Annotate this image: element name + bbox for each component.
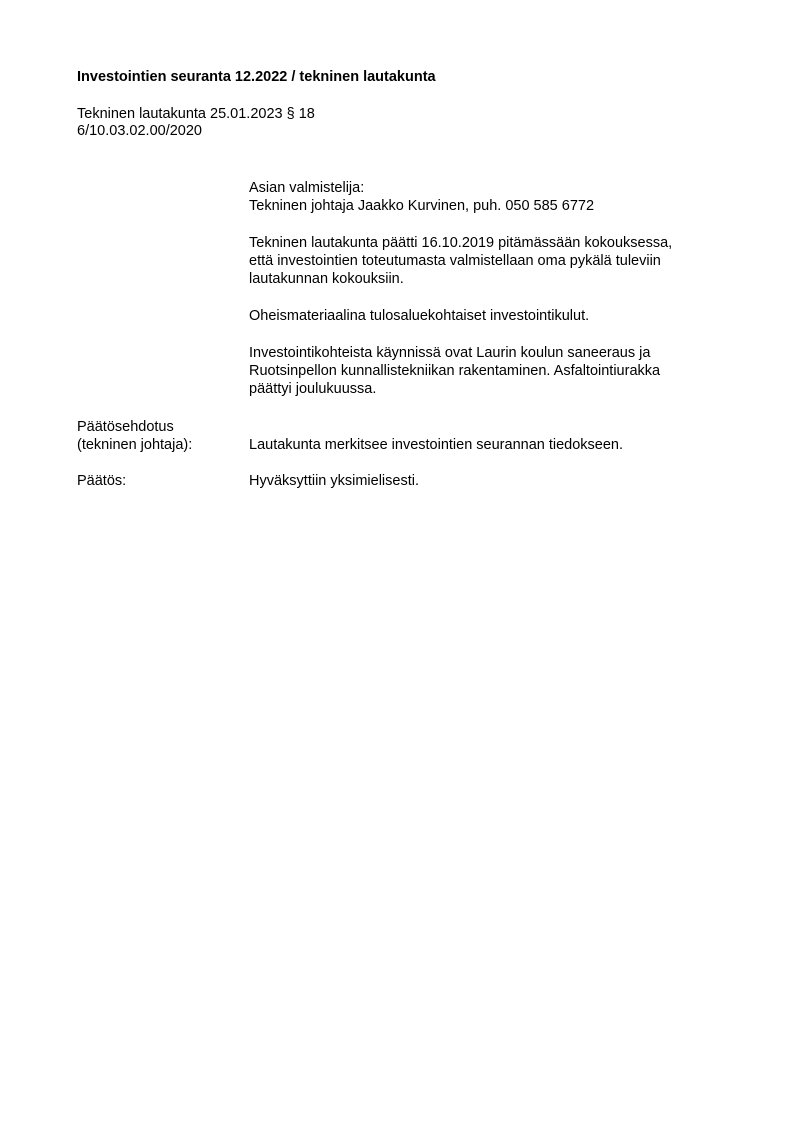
proposal-label-line-1: Päätösehdotus xyxy=(77,419,174,435)
preparer-label: Asian valmistelija: xyxy=(249,180,365,196)
proposal-text: Lautakunta merkitsee investointien seurannan tiedokseen. xyxy=(249,437,624,453)
paragraph-1-line-2: että investointien toteutumasta valmistellaan oma pykälä tuleviin xyxy=(249,253,661,269)
document-title: Investointien seuranta 12.2022 / tekninen lautakunta xyxy=(77,69,436,85)
decision-label: Päätös: xyxy=(77,473,127,489)
paragraph-3-line-1: Investointikohteista käynnissä ovat Laurin koulun saneeraus ja xyxy=(249,345,651,361)
paragraph-2-line-1: Oheismateriaalina tulosaluekohtaiset investointikulut. xyxy=(249,308,590,324)
paragraph-3-line-2: Ruotsinpellon kunnallistekniikan rakentaminen. Asfaltointiurakka xyxy=(249,363,661,379)
preparer-name: Tekninen johtaja Jaakko Kurvinen, puh. 050 585 6772 xyxy=(249,198,595,214)
paragraph-1-line-1: Tekninen lautakunta päätti 16.10.2019 pitämässään kokouksessa, xyxy=(249,235,673,251)
decision-text: Hyväksyttiin yksimielisesti. xyxy=(249,473,419,489)
record-number: 6/10.03.02.00/2020 xyxy=(77,123,202,139)
meeting-reference: Tekninen lautakunta 25.01.2023 § 18 xyxy=(77,106,315,122)
paragraph-1-line-3: lautakunnan kokouksiin. xyxy=(249,271,404,287)
paragraph-3-line-3: päättyi joulukuussa. xyxy=(249,381,377,397)
proposal-label-line-2: (tekninen johtaja): xyxy=(77,437,193,453)
